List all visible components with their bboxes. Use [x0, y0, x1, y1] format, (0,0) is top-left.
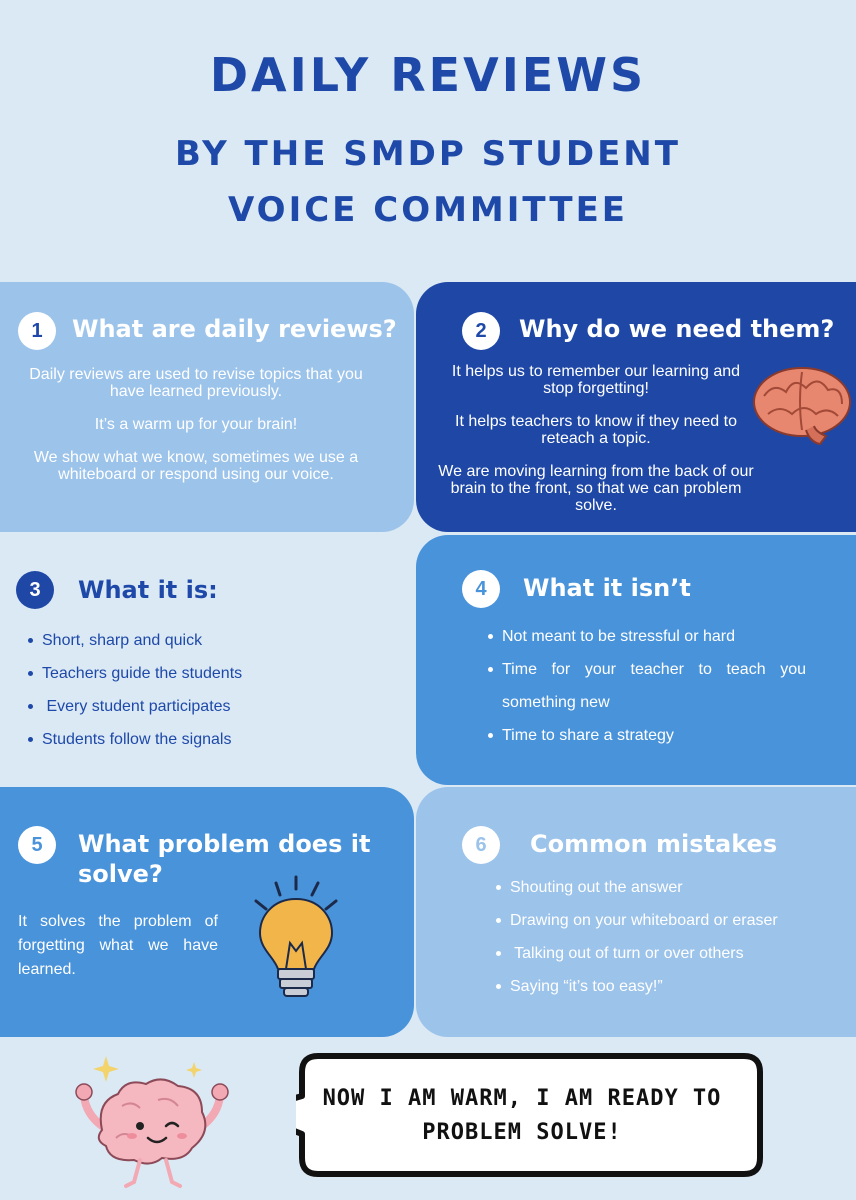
section-what-are-daily-reviews: [0, 282, 414, 532]
page-subtitle: BY THE SMDP STUDENT VOICE COMMITTEE: [175, 134, 681, 230]
section-number-badge: 4: [462, 570, 500, 608]
section-heading: What it isn’t: [523, 574, 691, 602]
list-item: Saying “it’s too easy!”: [494, 970, 844, 1003]
section-number-badge: 3: [16, 571, 54, 609]
list-item: Talking out of turn or over others: [494, 937, 844, 970]
section-list: [494, 871, 844, 1003]
section-number-badge: 1: [18, 312, 56, 350]
list-item: Drawing on your whiteboard or eraser: [494, 904, 844, 937]
brain-mascot-icon: [62, 1056, 242, 1192]
section-common-mistakes: [416, 787, 856, 1037]
section-what-it-is: [0, 535, 414, 785]
list-item: Short, sharp and quick: [26, 624, 386, 657]
brain-icon: [750, 364, 854, 446]
section-body: It solves the problem of forgetting what we have learned.: [18, 913, 218, 978]
section-why-do-we-need-them: [416, 282, 856, 532]
list-item: Not meant to be stressful or hard: [486, 620, 806, 653]
section-list: [486, 620, 806, 752]
section-number-badge: 6: [462, 826, 500, 864]
list-item: Time to share a strategy: [486, 719, 806, 752]
list-item: Shouting out the answer: [494, 871, 844, 904]
section-what-it-isnt: [416, 535, 856, 785]
list-item: Every student participates: [26, 690, 386, 723]
body-paragraph: We show what we know, sometimes we use a whiteboard or respond using our voice.: [33, 449, 359, 483]
body-paragraph: It’s a warm up for your brain!: [94, 416, 298, 433]
body-paragraph: It helps us to remember our learning and stop forgetting!: [451, 363, 741, 397]
section-heading: What problem does it solve?: [78, 830, 371, 888]
body-paragraph: We are moving learning from the back of our brain to the front, so that we can problem solve.: [438, 463, 754, 514]
body-paragraph: Daily reviews are used to revise topics that you have learned previously.: [29, 366, 363, 400]
section-heading: Why do we need them?: [519, 315, 835, 343]
section-heading: What are daily reviews?: [72, 315, 397, 343]
list-item: Time for your teacher to teach you something new: [486, 653, 806, 719]
body-paragraph: It helps teachers to know if they need to reteach a topic.: [455, 413, 737, 447]
section-body: [26, 366, 366, 499]
section-body: [436, 363, 756, 530]
section-list: [26, 624, 386, 756]
section-heading: Common mistakes: [530, 830, 778, 858]
list-item: Teachers guide the students: [26, 657, 386, 690]
speech-bubble-text: NOW I AM WARM, I AM READY TO PROBLEM SOLVE!: [322, 1086, 722, 1145]
list-item: Students follow the signals: [26, 723, 386, 756]
section-heading: What it is:: [78, 576, 218, 604]
lightbulb-icon: [246, 873, 346, 1001]
section-number-badge: 5: [18, 826, 56, 864]
page-title: DAILY REVIEWS: [209, 48, 647, 102]
section-number-badge: 2: [462, 312, 500, 350]
